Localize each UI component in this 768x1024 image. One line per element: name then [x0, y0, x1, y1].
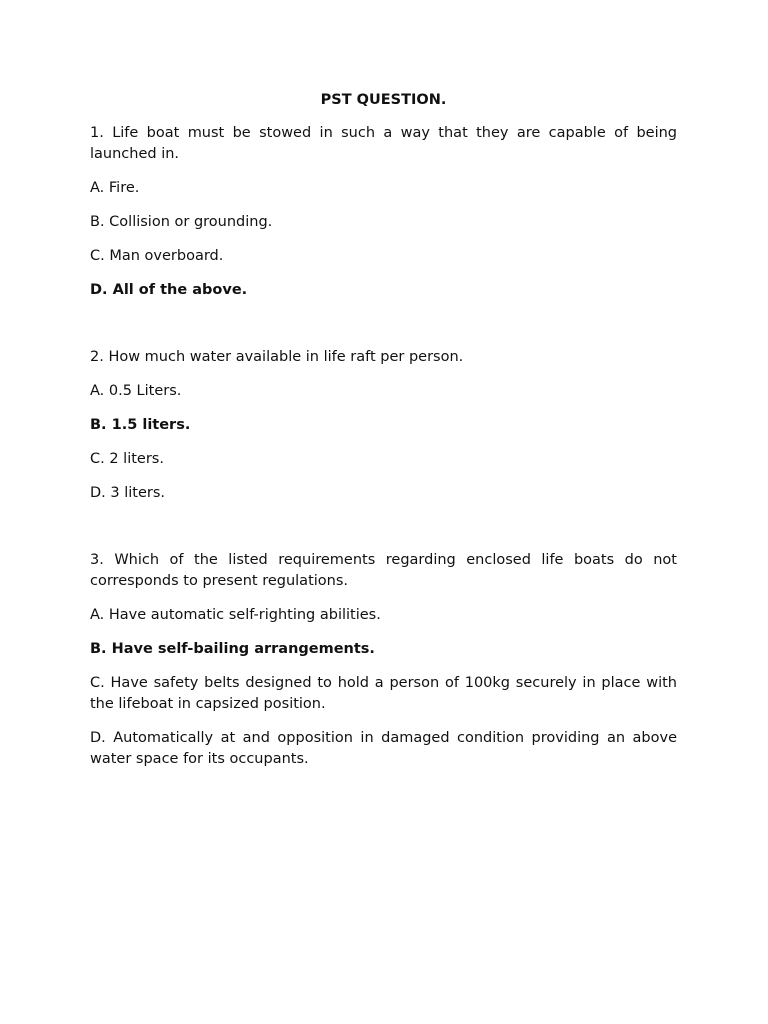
question-2-prompt: 2. How much water available in life raft per person.	[90, 349, 464, 365]
question-2-option-c: C. 2 liters.	[90, 451, 164, 467]
document-title: PST QUESTION.	[320, 92, 447, 108]
question-spacer	[90, 314, 677, 347]
question-3-option-a: A. Have automatic self-righting abilities.	[90, 607, 381, 623]
question-3-option-c: C. Have safety belts designed to hold a person of 100kg securely in place with the lifeboat in capsized position.	[90, 675, 677, 712]
question-2-option-b-answer: B. 1.5 liters.	[90, 417, 191, 433]
question-spacer	[90, 517, 677, 550]
question-2-option-a: A. 0.5 Liters.	[90, 383, 182, 399]
question-3-prompt: 3. Which of the listed requirements regarding enclosed life boats do not corresponds to present regulations.	[90, 552, 677, 589]
question-1-option-a: A. Fire.	[90, 180, 140, 196]
question-2-option-d: D. 3 liters.	[90, 485, 166, 501]
question-3-option-b-answer: B. Have self-bailing arrangements.	[90, 641, 375, 657]
question-1-prompt: 1. Life boat must be stowed in such a way that they are capable of being launched in.	[90, 125, 677, 162]
question-1-option-c: C. Man overboard.	[90, 248, 224, 264]
question-1-option-d-answer: D. All of the above.	[90, 282, 248, 298]
document-page	[90, 90, 677, 783]
question-1-option-b: B. Collision or grounding.	[90, 214, 273, 230]
question-3-option-d: D. Automatically at and opposition in damaged condition providing an above water space for its occupants.	[90, 730, 677, 767]
